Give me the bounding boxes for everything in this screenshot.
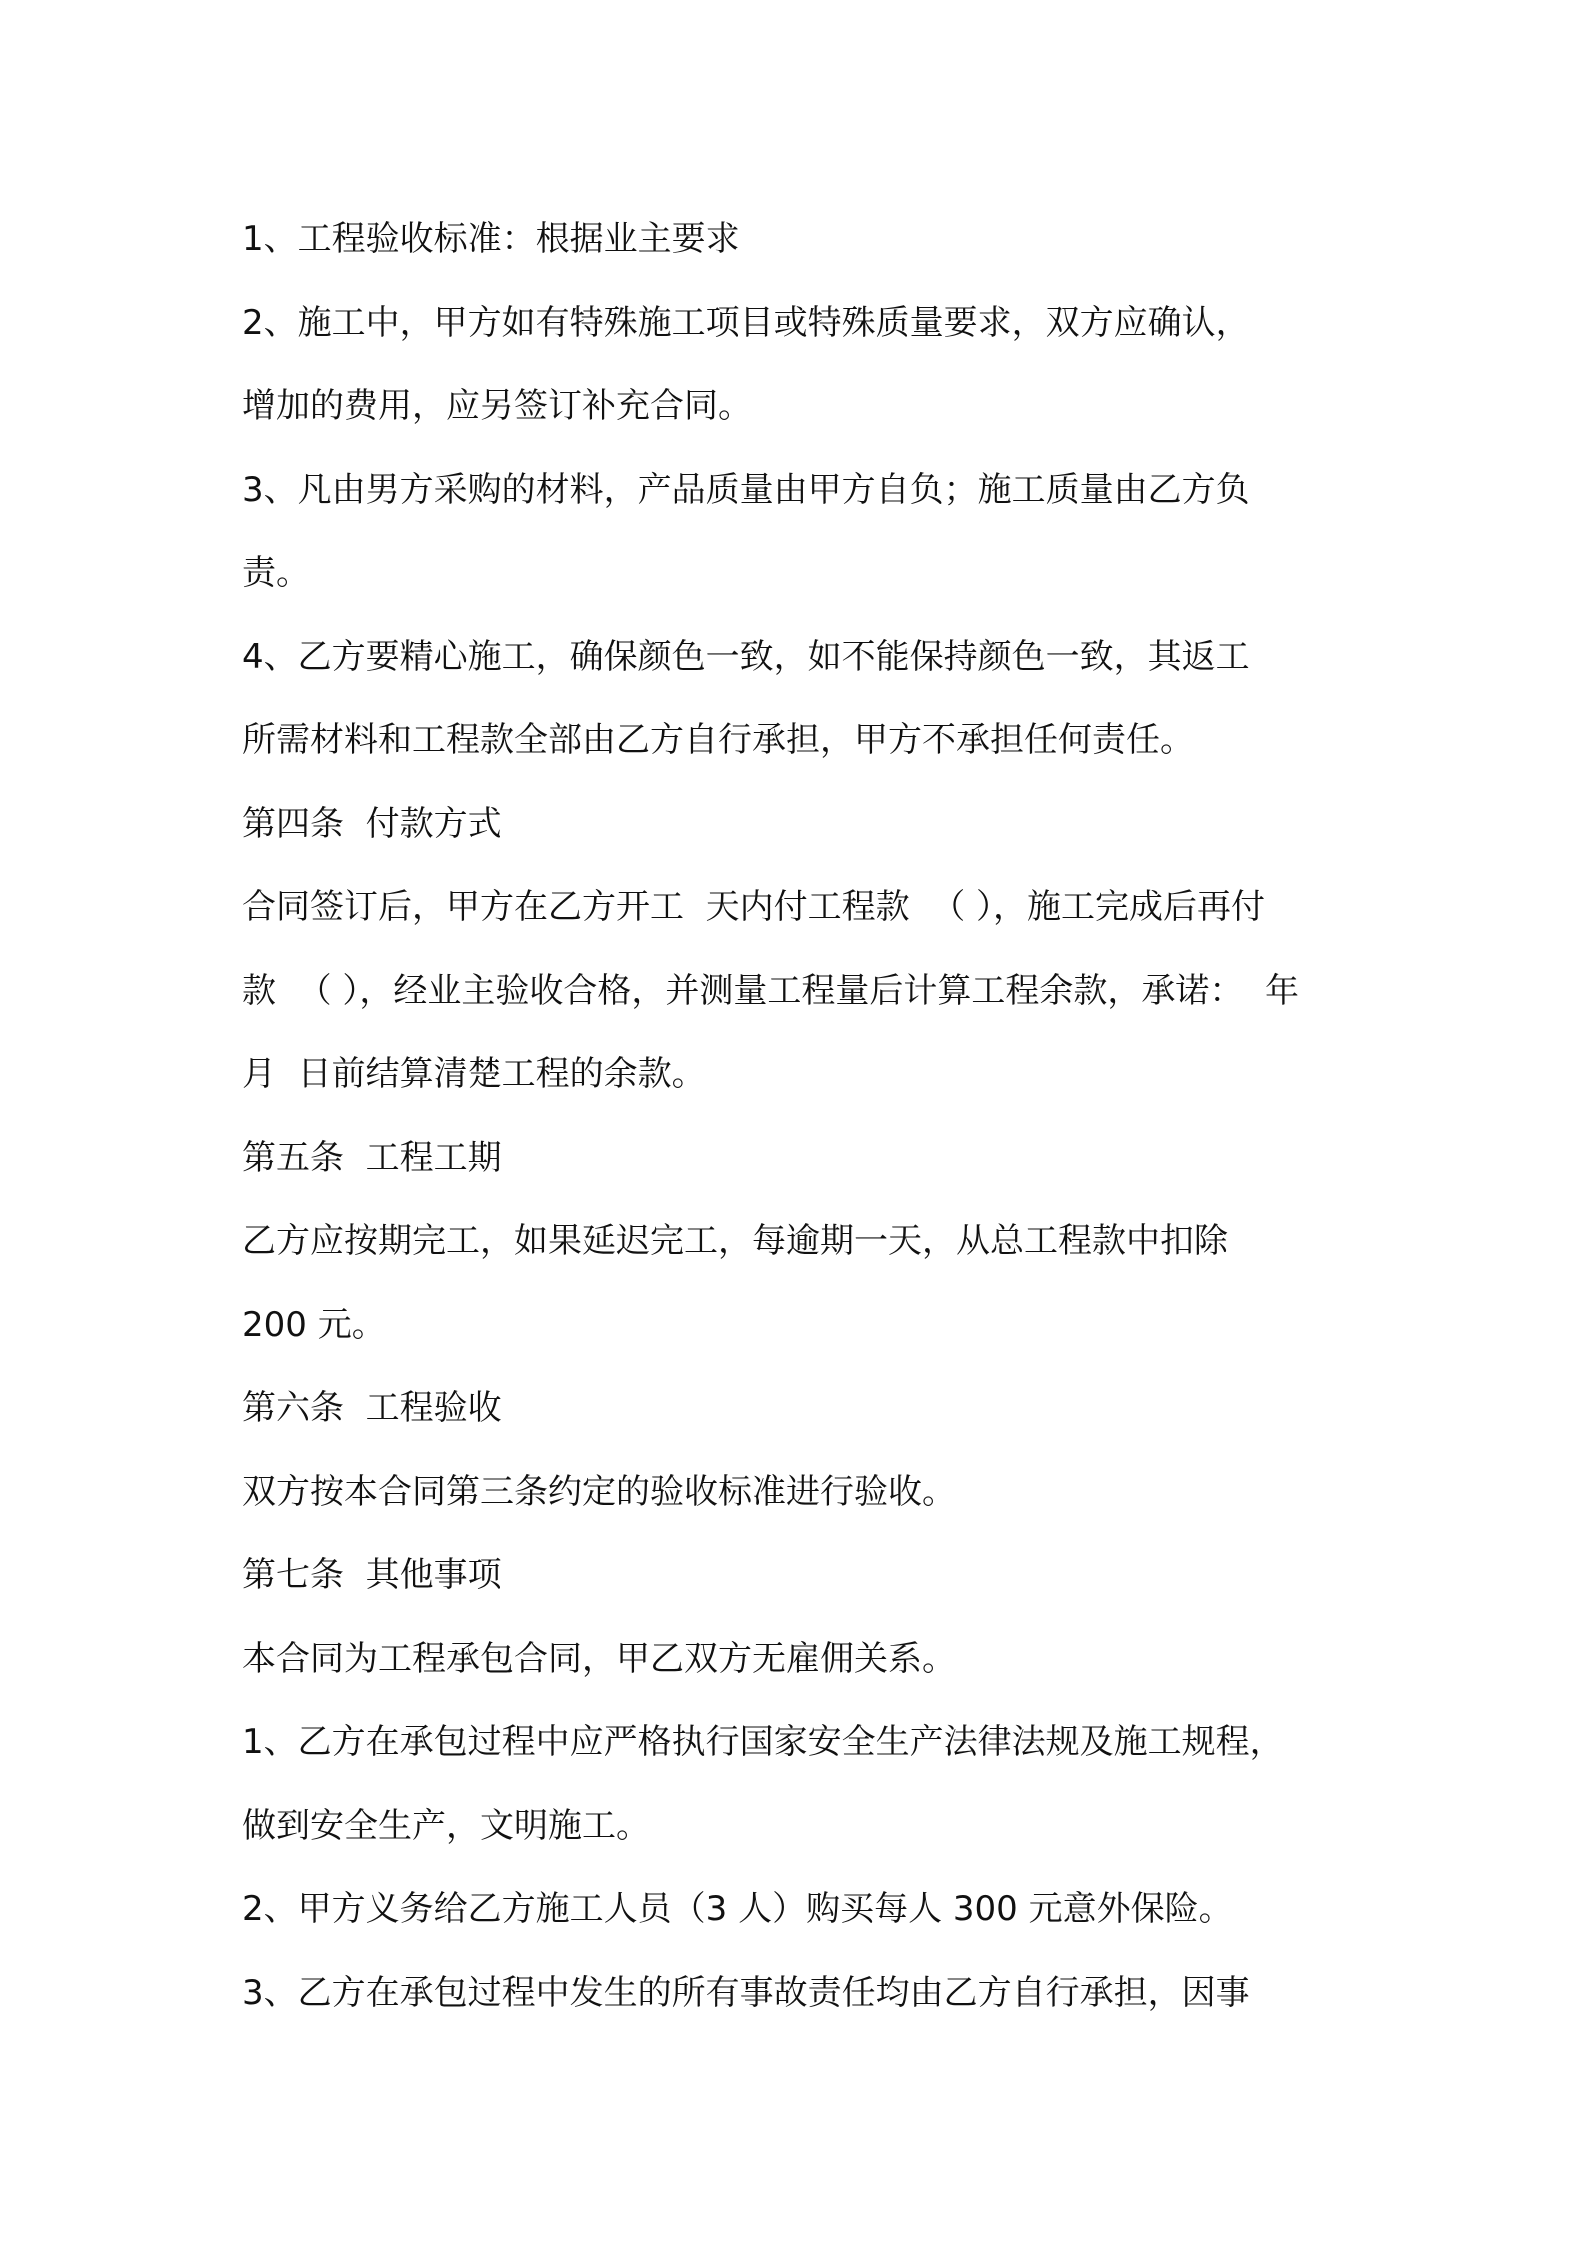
schedule-terms-line-1: 乙方应按期完工，如果延迟完工，每逾期一天，从总工程款中扣除 [242, 1221, 1228, 1261]
clause-accident-liability: 3、乙方在承包过程中发生的所有事故责任均由乙方自行承担，因事 [242, 1972, 1250, 2013]
clause-acceptance-standard: 1、工程验收标准：根据业主要求 [242, 219, 740, 259]
clause-safety: 1、乙方在承包过程中应严格执行国家安全生产法律法规及施工规程， [242, 1722, 1284, 1762]
payment-terms-line-1: 合同签订后，甲方在乙方开工 天内付工程款 （ ），施工完成后再付 [242, 887, 1266, 927]
section-heading-schedule: 第五条 工程工期 [242, 1137, 502, 1178]
section-heading-payment: 第四条 付款方式 [242, 803, 502, 844]
section-heading-acceptance: 第六条 工程验收 [242, 1388, 502, 1428]
clause-special-requirements-cont: 增加的费用，应另签订补充合同。 [242, 386, 752, 426]
clause-insurance: 2、甲方义务给乙方施工人员（3 人）购买每人 300 元意外保险。 [242, 1889, 1233, 1929]
schedule-terms-line-2: 200 元。 [242, 1304, 386, 1345]
clause-special-requirements: 2、施工中，甲方如有特殊施工项目或特殊质量要求，双方应确认， [242, 302, 1250, 343]
clause-safety-cont: 做到安全生产，文明施工。 [242, 1805, 650, 1846]
document-body [242, 198, 1382, 2035]
payment-terms-line-3: 月 日前结算清楚工程的余款。 [242, 1054, 706, 1094]
clause-color-consistency-cont: 所需材料和工程款全部由乙方自行承担，甲方不承担任何责任。 [242, 720, 1194, 760]
other-terms-intro: 本合同为工程承包合同，甲乙双方无雇佣关系。 [242, 1638, 956, 1679]
section-heading-other: 第七条 其他事项 [242, 1555, 502, 1595]
clause-material-quality: 3、凡由男方采购的材料，产品质量由甲方自负；施工质量由乙方负 [242, 469, 1250, 510]
clause-color-consistency: 4、乙方要精心施工，确保颜色一致，如不能保持颜色一致，其返工 [242, 636, 1250, 677]
acceptance-terms: 双方按本合同第三条约定的验收标准进行验收。 [242, 1471, 956, 1512]
payment-terms-line-2: 款 （ ），经业主验收合格，并测量工程量后计算工程余款，承诺： 年 [242, 970, 1300, 1011]
clause-material-quality-cont: 责。 [242, 553, 310, 593]
